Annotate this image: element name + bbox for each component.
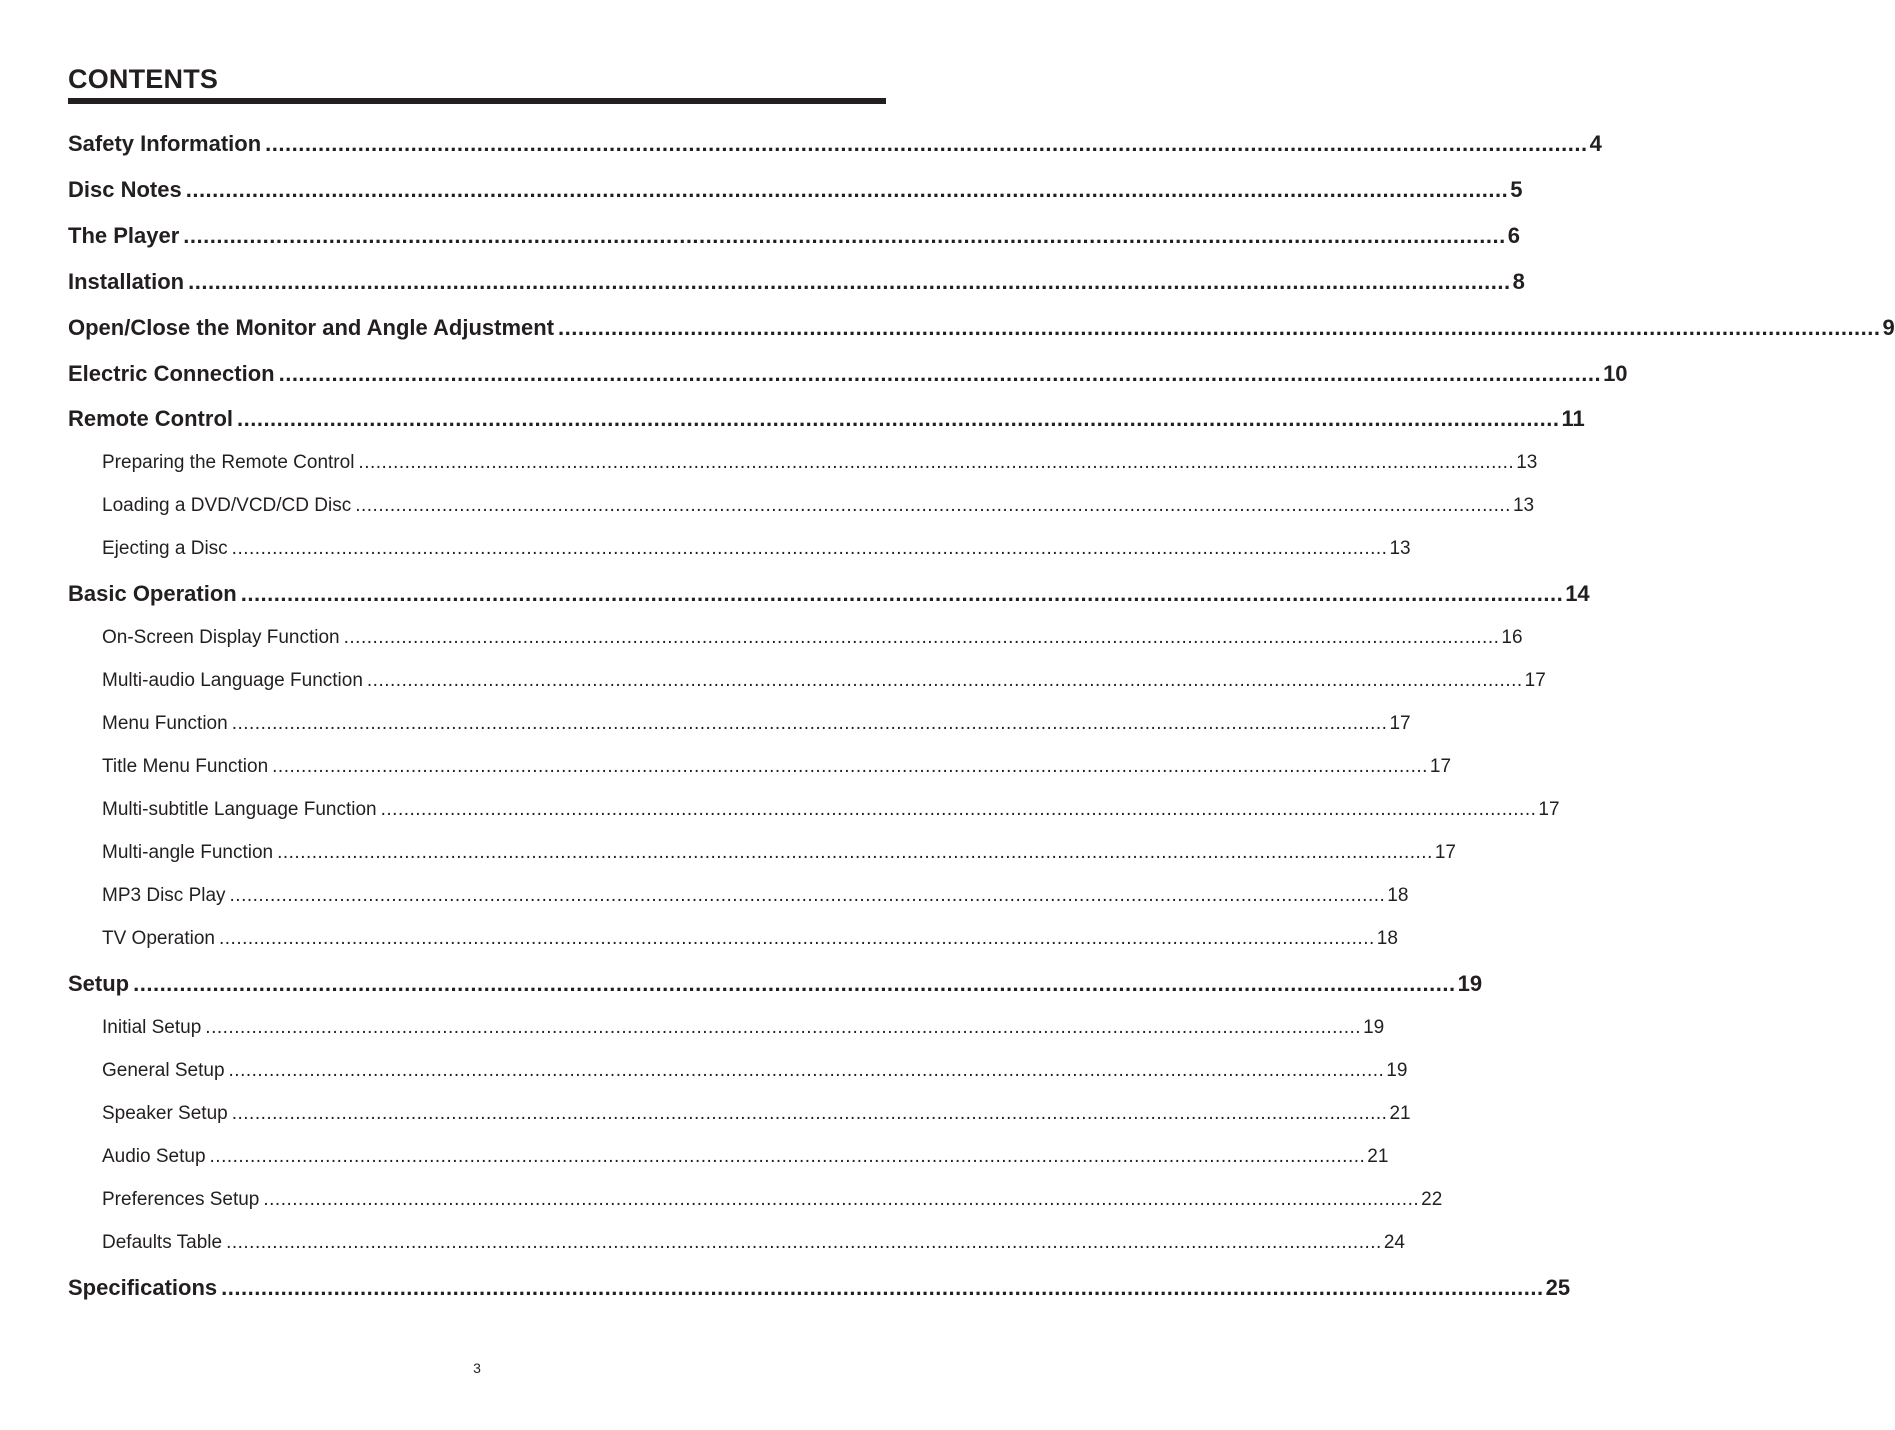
- toc-entry-label: MP3 Disc Play: [102, 885, 226, 906]
- toc-entry-menu-function[interactable]: [102, 713, 1411, 735]
- toc-entry-label: On-Screen Display Function: [102, 627, 340, 648]
- toc-entry-label: Multi-angle Function: [102, 842, 274, 863]
- toc-entry-page: 6: [1507, 223, 1520, 248]
- dot-leader: ........................................................................................................................................................................................................: [133, 971, 1456, 996]
- toc-entry-open-close-monitor[interactable]: [68, 315, 1895, 341]
- toc-entry-label: Open/Close the Monitor and Angle Adjustment: [68, 315, 555, 340]
- toc-entry-page: 19: [1386, 1060, 1408, 1081]
- toc-entry-page: 17: [1524, 670, 1546, 691]
- toc-entry-label: Loading a DVD/VCD/CD Disc: [102, 495, 352, 516]
- toc-entry-label: Title Menu Function: [102, 756, 269, 777]
- dot-leader: ........................................................................................................................................................................................................: [183, 223, 1506, 248]
- toc-entry-installation[interactable]: [68, 269, 1525, 295]
- dot-leader: ........................................................................................................................................................................................................: [277, 842, 1433, 863]
- toc-entry-page: 4: [1589, 131, 1602, 156]
- toc-entry-audio-setup[interactable]: [102, 1146, 1389, 1168]
- heading-divider: [68, 98, 886, 104]
- toc-entry-label: Disc Notes: [68, 177, 182, 202]
- dot-leader: ........................................................................................................................................................................................................: [231, 713, 1388, 734]
- toc-entry-page: 21: [1367, 1146, 1389, 1167]
- dot-leader: ........................................................................................................................................................................................................: [209, 1146, 1366, 1167]
- toc-entry-preparing-remote[interactable]: [102, 452, 1538, 474]
- toc-entry-tv-operation[interactable]: [102, 928, 1398, 950]
- toc-entry-page: 17: [1538, 799, 1560, 820]
- toc-entry-multi-subtitle[interactable]: [102, 799, 1560, 821]
- dot-leader: ........................................................................................................................................................................................................: [278, 361, 1602, 386]
- toc-entry-label: Safety Information: [68, 131, 262, 156]
- toc-entry-label: Setup: [68, 971, 130, 996]
- dot-leader: ........................................................................................................................................................................................................: [231, 538, 1388, 559]
- toc-entry-page: 13: [1512, 495, 1535, 516]
- toc-entry-title-menu[interactable]: [102, 756, 1452, 778]
- toc-entry-page: 21: [1389, 1103, 1411, 1124]
- toc-entry-page: 13: [1516, 452, 1538, 473]
- page-title: CONTENTS: [68, 64, 219, 94]
- dot-leader: ........................................................................................................................................................................................................: [358, 452, 1515, 473]
- dot-leader: ........................................................................................................................................................................................................: [366, 670, 1523, 691]
- dot-leader: ........................................................................................................................................................................................................: [272, 756, 1428, 777]
- toc-entry-page: 10: [1603, 361, 1628, 386]
- dot-leader: ........................................................................................................................................................................................................: [219, 928, 1375, 949]
- toc-entry-speaker-setup[interactable]: [102, 1103, 1411, 1125]
- toc-entry-label: Multi-audio Language Function: [102, 670, 363, 691]
- dot-leader: ........................................................................................................................................................................................................: [226, 1232, 1382, 1253]
- dot-leader: ........................................................................................................................................................................................................: [188, 269, 1511, 294]
- dot-leader: ........................................................................................................................................................................................................: [263, 1189, 1420, 1210]
- dot-leader: ........................................................................................................................................................................................................: [343, 627, 1500, 648]
- toc-entry-page: 14: [1565, 581, 1590, 606]
- toc-entry-page: 24: [1383, 1232, 1405, 1253]
- dot-leader: ........................................................................................................................................................................................................: [185, 177, 1509, 202]
- dot-leader: ........................................................................................................................................................................................................: [380, 799, 1537, 820]
- toc-entry-specifications[interactable]: [68, 1275, 1571, 1301]
- toc-entry-on-screen-display[interactable]: [102, 627, 1523, 649]
- toc-entry-page: 17: [1389, 713, 1411, 734]
- dot-leader: ........................................................................................................................................................................................................: [228, 1060, 1385, 1081]
- toc-entry-label: Menu Function: [102, 713, 228, 734]
- toc-entry-loading-disc[interactable]: [102, 495, 1535, 517]
- toc-entry-general-setup[interactable]: [102, 1060, 1408, 1082]
- toc-entry-mp3-disc-play[interactable]: [102, 885, 1409, 907]
- toc-entry-label: Initial Setup: [102, 1017, 202, 1038]
- toc-entry-electric-connection[interactable]: [68, 361, 1628, 387]
- dot-leader: ........................................................................................................................................................................................................: [229, 885, 1386, 906]
- toc-entry-label: Electric Connection: [68, 361, 275, 386]
- toc-entry-page: 25: [1545, 1275, 1571, 1300]
- toc-entry-ejecting-disc[interactable]: [102, 538, 1411, 560]
- toc-entry-remote-control[interactable]: [68, 406, 1585, 432]
- toc-entry-initial-setup[interactable]: [102, 1017, 1385, 1039]
- toc-entry-preferences-setup[interactable]: [102, 1189, 1443, 1211]
- toc-entry-label: Speaker Setup: [102, 1103, 228, 1124]
- page-number: 3: [473, 1360, 481, 1376]
- toc-entry-page: 17: [1429, 756, 1452, 777]
- toc-entry-label: Installation: [68, 269, 185, 294]
- toc-entry-page: 5: [1510, 177, 1523, 202]
- toc-entry-label: Multi-subtitle Language Function: [102, 799, 377, 820]
- toc-entry-the-player[interactable]: [68, 223, 1520, 249]
- toc-entry-page: 16: [1501, 627, 1523, 648]
- toc-entry-label: Specifications: [68, 1275, 218, 1300]
- toc-entry-label: Defaults Table: [102, 1232, 223, 1253]
- dot-leader: ........................................................................................................................................................................................................: [231, 1103, 1388, 1124]
- toc-entry-label: Ejecting a Disc: [102, 538, 228, 559]
- toc-entry-page: 19: [1363, 1017, 1385, 1038]
- dot-leader: ........................................................................................................................................................................................................: [558, 315, 1881, 340]
- dot-leader: ........................................................................................................................................................................................................: [205, 1017, 1362, 1038]
- dot-leader: ........................................................................................................................................................................................................: [265, 131, 1588, 156]
- toc-entry-page: 13: [1389, 538, 1411, 559]
- toc-entry-disc-notes[interactable]: [68, 177, 1523, 203]
- toc-entry-label: General Setup: [102, 1060, 225, 1081]
- dot-leader: ........................................................................................................................................................................................................: [355, 495, 1511, 516]
- toc-entry-page: 19: [1457, 971, 1483, 996]
- toc-entry-safety-information[interactable]: [68, 131, 1602, 157]
- dot-leader: ........................................................................................................................................................................................................: [240, 581, 1564, 606]
- toc-entry-multi-angle[interactable]: [102, 842, 1456, 864]
- toc-entry-basic-operation[interactable]: [68, 581, 1590, 607]
- toc-entry-page: 22: [1421, 1189, 1443, 1210]
- toc-entry-page: 8: [1512, 269, 1525, 294]
- toc-entry-page: 17: [1434, 842, 1456, 863]
- toc-entry-page: 11: [1561, 406, 1585, 431]
- toc-entry-page: 18: [1387, 885, 1409, 906]
- dot-leader: ........................................................................................................................................................................................................: [221, 1275, 1544, 1300]
- toc-entry-label: Preferences Setup: [102, 1189, 260, 1210]
- toc-entry-label: Audio Setup: [102, 1146, 206, 1167]
- toc-entry-setup[interactable]: [68, 971, 1483, 997]
- toc-entry-page: 9: [1882, 315, 1895, 340]
- toc-entry-label: The Player: [68, 223, 180, 248]
- dot-leader: ........................................................................................................................................................................................................: [237, 406, 1560, 431]
- toc-entry-label: Basic Operation: [68, 581, 237, 606]
- toc-entry-label: Remote Control: [68, 406, 233, 431]
- toc-entry-defaults-table[interactable]: [102, 1232, 1405, 1254]
- toc-entry-page: 18: [1376, 928, 1398, 949]
- toc-entry-multi-audio[interactable]: [102, 670, 1546, 692]
- toc-entry-label: TV Operation: [102, 928, 215, 949]
- toc-entry-label: Preparing the Remote Control: [102, 452, 355, 473]
